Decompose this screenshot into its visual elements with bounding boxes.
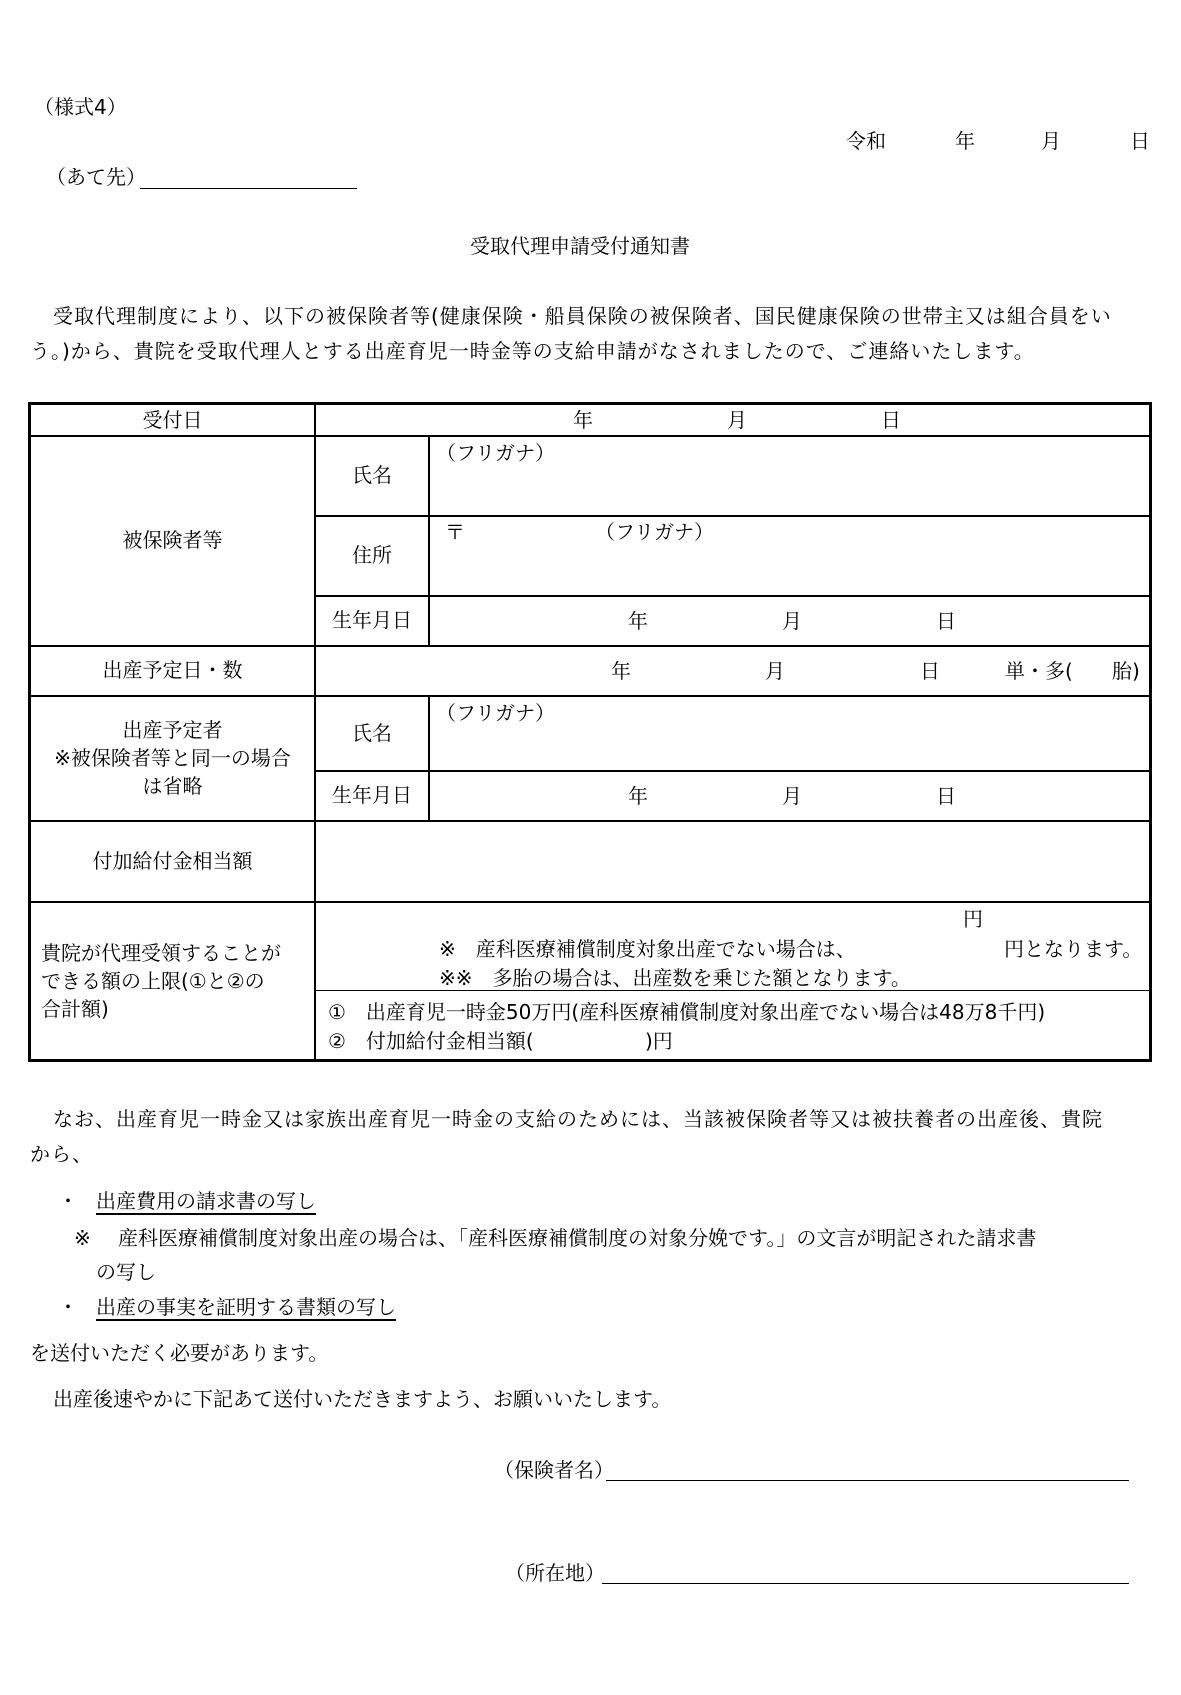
due-label: 出産予定日・数 — [102, 658, 243, 682]
location-label: （所在地） — [505, 1561, 605, 1585]
insured-furigana: （フリガナ） — [436, 441, 555, 465]
limit-item-2: ② 付加給付金相当額( — [328, 1029, 534, 1053]
insured-birth-month: 月 — [782, 609, 802, 633]
expectant-label-line-1: 出産予定者 — [122, 717, 223, 742]
insured-birth-year: 年 — [628, 609, 648, 633]
due-count-suffix: 胎) — [1112, 659, 1140, 683]
request-line: 出産後速やかに下記あて送付いただきますよう、お願いいたします。 — [53, 1387, 672, 1411]
date-era: 令和 — [846, 129, 886, 153]
intro-line-2: う。)から、貴院を受取代理人とする出産育児一時金等の支給申請がなされましたので、ご連絡いたします。 — [30, 339, 1035, 363]
expectant-birth-year: 年 — [628, 784, 648, 808]
expectant-birth-month: 月 — [782, 784, 802, 808]
limit-yen: 円 — [963, 907, 983, 931]
addressee-label: （あて先） — [46, 165, 146, 189]
bullet-1-mark: ・ — [58, 1189, 78, 1213]
due-count: 単・多( — [1005, 659, 1073, 683]
note-mark: ※ — [74, 1226, 91, 1250]
expectant-furigana: （フリガナ） — [436, 701, 555, 725]
insured-label: 被保険者等 — [122, 528, 223, 552]
bullet-1-text: 出産費用の請求書の写し — [96, 1189, 316, 1213]
limit-label-line-1: 貴院が代理受領することが — [41, 940, 281, 965]
date-month: 月 — [1041, 129, 1061, 153]
expectant-label-line-2: ※被保険者等と同一の場合 — [54, 745, 291, 770]
form-number: （様式4） — [34, 95, 127, 119]
insured-address-label: 住所 — [352, 543, 392, 567]
intro-line-1: 受取代理制度により、以下の被保険者等(健康保険・船員保険の被保険者、国民健康保険の世帯主又は組合員をい — [53, 304, 1112, 328]
location-line — [602, 1583, 1129, 1584]
limit-label — [41, 901, 314, 1060]
insured-birth-day: 日 — [936, 609, 956, 633]
additional-benefit-label: 付加給付金相当額 — [92, 848, 253, 873]
receipt-month: 月 — [727, 408, 747, 432]
expectant-name-label: 氏名 — [352, 720, 392, 745]
closing-para-line-2: から、 — [30, 1142, 93, 1166]
limit-note-1: ※ 産科医療補償制度対象出産でない場合は、 — [439, 937, 856, 961]
limit-note-2: ※※ 多胎の場合は、出産数を乗じた額となります。 — [439, 966, 911, 990]
receipt-date-label: 受付日 — [142, 408, 203, 432]
note-line-1: 産科医療補償制度対象出産の場合は、「産科医療補償制度の対象分娩です。」の文言が明記された請求書 — [118, 1226, 1037, 1250]
limit-label-line-2: できる額の上限(①と②の — [41, 968, 265, 993]
date-year: 年 — [955, 129, 975, 153]
receipt-year: 年 — [573, 408, 593, 432]
insured-name-label: 氏名 — [352, 463, 392, 487]
postal-mark: 〒 — [445, 520, 465, 544]
limit-label-line-3: 合計額) — [41, 996, 109, 1021]
addressee-line — [140, 188, 357, 189]
due-day: 日 — [920, 659, 940, 683]
application-table — [28, 402, 1152, 1062]
insured-birthdate-label: 生年月日 — [332, 608, 412, 632]
expectant-birthdate-label: 生年月日 — [332, 783, 412, 807]
expectant-label-line-3: は省略 — [142, 773, 203, 798]
expectant-birth-day: 日 — [936, 784, 956, 808]
bullet-2-text: 出産の事実を証明する書類の写し — [96, 1295, 396, 1319]
receipt-day: 日 — [881, 408, 901, 432]
expectant-label — [31, 695, 314, 820]
due-month: 月 — [765, 659, 785, 683]
insurer-label: （保険者名） — [494, 1458, 614, 1482]
address-furigana: （フリガナ） — [595, 520, 714, 544]
limit-item-2-suffix: )円 — [645, 1029, 673, 1053]
page-title: 受取代理申請受付通知書 — [470, 234, 690, 258]
limit-note-1-suffix: 円となります。 — [1004, 937, 1143, 961]
insurer-line — [606, 1480, 1129, 1481]
limit-item-1: ① 出産育児一時金50万円(産科医療補償制度対象出産でない場合は48万8千円) — [328, 1000, 1046, 1024]
send-line: を送付いただく必要があります。 — [30, 1341, 329, 1365]
due-year: 年 — [611, 659, 631, 683]
note-line-2: の写し — [96, 1260, 156, 1284]
bullet-2-mark: ・ — [58, 1295, 78, 1319]
date-day: 日 — [1130, 129, 1150, 153]
closing-para-line-1: なお、出産育児一時金又は家族出産育児一時金の支給のためには、当該被保険者等又は被扶養者の出産後、貴院 — [53, 1107, 1103, 1131]
